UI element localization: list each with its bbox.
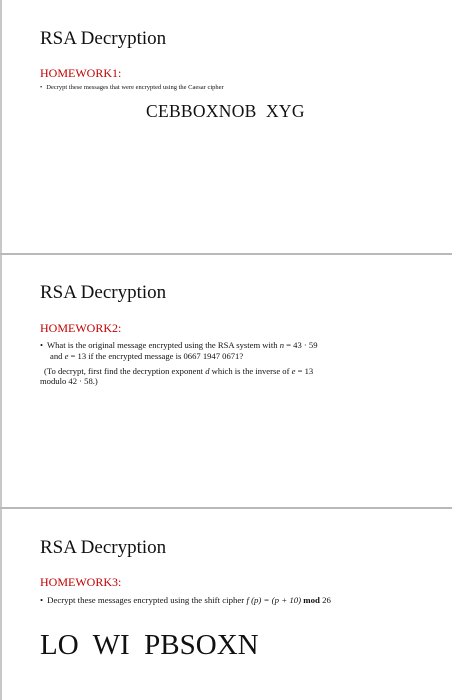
n-value: = 43 · 59 [284,340,318,350]
note-line-1 [44,366,313,376]
slide-homework3 [0,509,452,700]
question-text: and [50,351,65,361]
question-text: = 13 if the encrypted message is 0667 1947 0671? [68,351,244,361]
bullet-dot-icon: • [40,84,43,91]
homework-label: HOMEWORK3: [40,575,122,589]
homework-label: HOMEWORK1: [40,66,122,80]
note-text: = 13 [295,366,314,376]
ciphertext: CEBBOXNOB XYG [146,101,305,121]
shift-function: f (p) = (p + 10) [246,595,302,605]
var-d: d [205,366,210,376]
question-text: What is the original message encrypted using the RSA system with [47,340,280,350]
slide-title: RSA Decryption [40,282,167,303]
note-line-2: modulo 42 · 58.) [40,376,98,386]
note-text: (To decrypt, first find the decryption exponent [44,366,206,376]
slide-homework2 [0,255,452,507]
bullet-text: Decrypt these messages encrypted using the shift cipher [47,595,247,605]
mod-value: 26 [319,595,331,605]
bullet-dot-icon: • [40,595,44,605]
ciphertext: LO WI PBSOXN [40,629,259,661]
bullet-item [40,595,331,605]
homework-label: HOMEWORK2: [40,321,122,335]
var-e: e [291,366,296,376]
question-line-1 [40,340,318,350]
question-line-2 [50,351,243,361]
bullet-item [40,84,224,91]
slide-title: RSA Decryption [40,28,167,49]
slide-homework1 [0,0,452,253]
var-e: e [64,351,69,361]
var-n: n [279,340,285,350]
slide-title: RSA Decryption [40,537,167,558]
note-text: which is the inverse of [209,366,292,376]
bullet-dot-icon: • [40,340,44,350]
mod-keyword: mod [303,595,320,605]
bullet-text: Decrypt these messages that were encrypted using the Caesar cipher [46,84,224,91]
